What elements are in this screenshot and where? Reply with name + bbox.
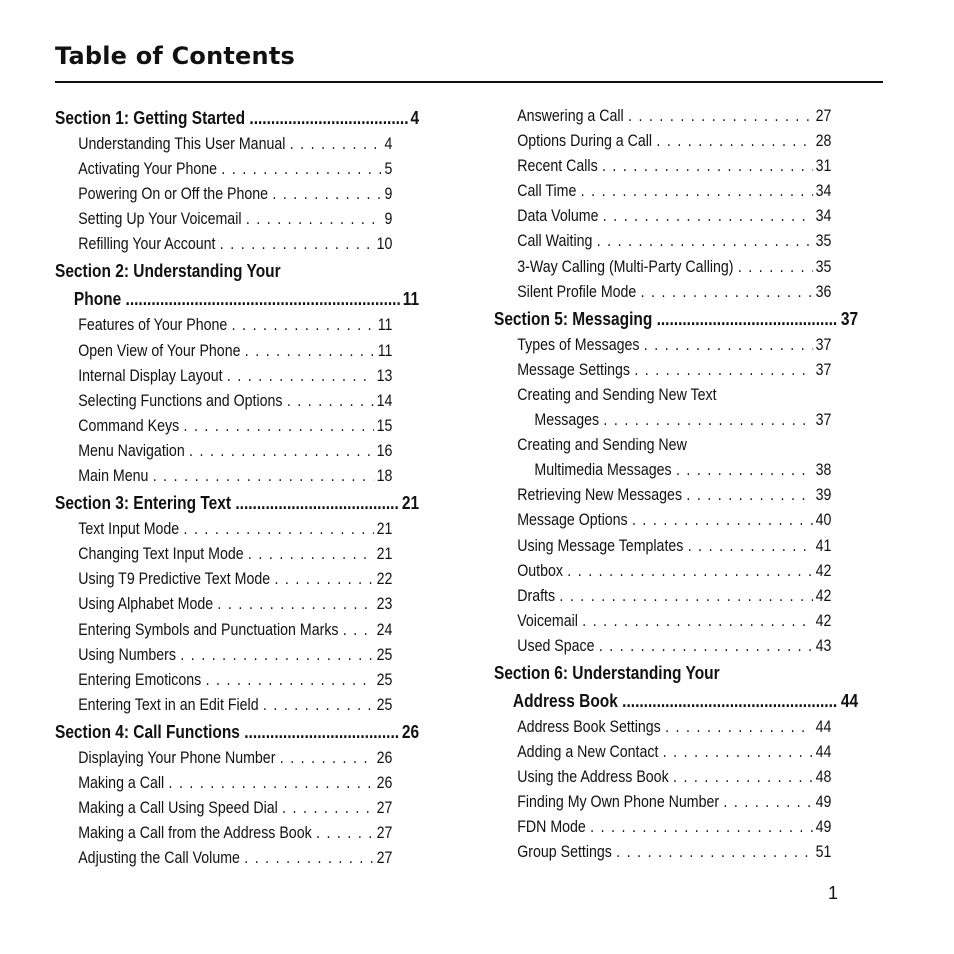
dot-leader [244, 718, 399, 746]
toc-entry-title: Messages [534, 411, 600, 430]
dot-leader [287, 389, 374, 414]
toc-entry-row[interactable] [55, 542, 392, 567]
dot-leader [657, 305, 839, 333]
toc-entry-title: Recent Calls [517, 157, 598, 176]
toc-section-title: Section 3: Entering Text [55, 493, 232, 514]
toc-page-number: 37 [815, 411, 832, 430]
toc-page-number: 21 [376, 545, 393, 564]
toc-page-number: 21 [401, 493, 420, 514]
toc-section-row[interactable] [494, 659, 858, 687]
toc-entry-title: Setting Up Your Voicemail [78, 210, 242, 229]
dot-leader [183, 414, 374, 439]
toc-entry-row[interactable] [55, 132, 392, 157]
dot-leader [235, 489, 399, 517]
dot-leader [189, 439, 374, 464]
dot-leader [282, 796, 374, 821]
toc-entry-title: Displaying Your Phone Number [78, 748, 276, 767]
dot-leader [180, 643, 374, 668]
toc-page-number: 34 [815, 182, 832, 201]
toc-entry-row[interactable] [494, 280, 831, 305]
toc-page-number: 35 [815, 232, 832, 251]
toc-entry-title: Using Numbers [78, 645, 177, 664]
toc-entry-title: FDN Mode [517, 818, 586, 837]
toc-entry-title: Silent Profile Mode [517, 282, 637, 301]
dot-leader [663, 740, 813, 765]
toc-entry-title: Using T9 Predictive Text Mode [78, 570, 271, 589]
dot-leader [559, 584, 813, 609]
dot-leader [280, 746, 374, 771]
toc-entry-title: Making a Call [78, 773, 165, 792]
dot-leader [622, 687, 838, 715]
toc-entry-row[interactable] [494, 204, 831, 229]
toc-entry-title: Entering Symbols and Punctuation Marks [78, 620, 339, 639]
toc-entry-title: Text Input Mode [78, 520, 180, 539]
dot-leader [738, 255, 813, 280]
toc-page-number: 42 [815, 611, 832, 630]
toc-section-row[interactable] [494, 305, 858, 333]
toc-entry-title: Adjusting the Call Volume [78, 849, 240, 868]
page-number: 1 [828, 883, 839, 903]
dot-leader [246, 207, 382, 232]
toc-entry-title: Selecting Functions and Options [78, 391, 283, 410]
toc-entry-title: Data Volume [517, 207, 599, 226]
toc-entry-row[interactable] [55, 364, 392, 389]
toc-entry-row[interactable] [494, 609, 831, 634]
toc-page-number: 49 [815, 818, 832, 837]
toc-page-number: 34 [815, 207, 832, 226]
toc-entry-title: Call Time [517, 182, 577, 201]
toc-entry-row[interactable] [494, 179, 831, 204]
toc-right-column [494, 104, 859, 866]
dot-leader [590, 815, 813, 840]
toc-entry-row[interactable] [55, 439, 392, 464]
dot-leader [634, 358, 813, 383]
toc-entry-row[interactable] [494, 433, 831, 458]
toc-page-number: 44 [815, 717, 832, 736]
dot-leader [343, 618, 374, 643]
toc-entry-title: Group Settings [517, 843, 612, 862]
toc-section-title: Phone [73, 289, 122, 310]
toc-page-number: 21 [376, 520, 393, 539]
dot-leader [249, 104, 408, 132]
toc-entry-title: Making a Call from the Address Book [78, 824, 312, 843]
toc-section-title: Section 2: Understanding Your [55, 261, 281, 282]
toc-page-number: 13 [376, 366, 393, 385]
dot-leader [616, 840, 813, 865]
dot-leader [641, 280, 813, 305]
dot-leader [688, 534, 813, 559]
toc-page-number: 4 [410, 108, 420, 128]
toc-entry-title: Making a Call Using Speed Dial [78, 799, 278, 818]
toc-page-number: 11 [377, 316, 393, 335]
toc-entry-row[interactable] [494, 715, 831, 740]
toc-entry-title: Using Message Templates [517, 536, 684, 555]
toc-entry-title: Main Menu [78, 467, 149, 486]
toc-entry-title: Using Alphabet Mode [78, 595, 214, 614]
page-title: Table of Contents [55, 42, 295, 70]
toc-section-row[interactable] [55, 718, 419, 746]
toc-entry-row[interactable] [494, 229, 831, 254]
title-divider [55, 81, 883, 83]
toc-entry-row[interactable] [55, 207, 392, 232]
toc-page-number: 44 [815, 743, 832, 762]
toc-section-row[interactable] [55, 489, 419, 517]
toc-entry-row[interactable] [494, 483, 831, 508]
dot-leader [227, 364, 374, 389]
toc-entry-title: 3-Way Calling (Multi-Party Calling) [517, 257, 734, 276]
toc-entry-row[interactable] [494, 840, 831, 865]
toc-section-row[interactable] [55, 257, 419, 285]
toc-page-number: 41 [815, 536, 832, 555]
dot-leader [656, 129, 813, 154]
toc-page-number: 22 [376, 570, 393, 589]
dot-leader [723, 790, 813, 815]
toc-entry-row[interactable] [55, 771, 392, 796]
toc-entry-row[interactable] [55, 567, 392, 592]
dot-leader [206, 668, 375, 693]
toc-entry-title: Command Keys [78, 416, 180, 435]
toc-page-number: 25 [376, 670, 393, 689]
toc-entry-row[interactable] [494, 154, 831, 179]
toc-page-number: 27 [376, 799, 393, 818]
toc-page-number: 28 [815, 132, 832, 151]
dot-leader [183, 517, 374, 542]
toc-entry-row[interactable] [55, 618, 392, 643]
toc-entry-title: Powering On or Off the Phone [78, 185, 269, 204]
dot-leader [602, 154, 813, 179]
toc-entry-row[interactable] [494, 790, 831, 815]
toc-section-row[interactable] [55, 104, 419, 132]
toc-page-number: 26 [401, 721, 420, 742]
toc-page-number: 23 [376, 595, 393, 614]
toc-entry-row[interactable] [55, 821, 392, 846]
toc-entry-title: Entering Emoticons [78, 670, 202, 689]
dot-leader [245, 339, 375, 364]
toc-entry-title: Open View of Your Phone [78, 341, 241, 360]
dot-leader [217, 592, 374, 617]
toc-entry-title: Message Options [517, 511, 628, 530]
dot-leader [665, 715, 813, 740]
toc-entry-row[interactable] [55, 339, 392, 364]
toc-page-number: 9 [384, 185, 393, 204]
dot-leader [126, 285, 401, 313]
toc-entry-title: Adding a New Contact [517, 743, 659, 762]
toc-entry-title: Creating and Sending New Text [517, 385, 717, 404]
toc-entry-title: Retrieving New Messages [517, 486, 683, 505]
toc-entry-row[interactable] [55, 389, 392, 414]
toc-entry-row[interactable] [55, 592, 392, 617]
toc-entry-title: Creating and Sending New [517, 436, 687, 455]
toc-entry-row[interactable] [494, 255, 831, 280]
toc-page-number: 31 [815, 157, 832, 176]
toc-entry-title: Message Settings [517, 360, 631, 379]
toc-entry-row[interactable] [55, 643, 392, 668]
toc-entry-row[interactable] [55, 693, 392, 718]
toc-page-number: 5 [384, 160, 393, 179]
toc-page-number: 24 [376, 620, 393, 639]
dot-leader [581, 179, 813, 204]
toc-page-number: 27 [376, 849, 393, 868]
toc-page-number: 25 [376, 695, 393, 714]
toc-page-number: 35 [815, 257, 832, 276]
toc-entry-title: Types of Messages [517, 335, 640, 354]
dot-leader [316, 821, 374, 846]
toc-entry-title: Finding My Own Phone Number [517, 793, 720, 812]
toc-page-number: 49 [815, 793, 832, 812]
toc-section-title: Section 6: Understanding Your [494, 662, 720, 683]
toc-entry-row[interactable] [55, 464, 392, 489]
dot-leader [597, 229, 813, 254]
dot-leader [567, 559, 813, 584]
toc-section-row[interactable] [55, 285, 419, 313]
toc-page-number: 14 [376, 391, 393, 410]
toc-left-column [55, 104, 420, 871]
toc-entry-title: Voicemail [517, 611, 578, 630]
dot-leader [263, 693, 374, 718]
toc-section-title: Section 4: Call Functions [55, 721, 240, 742]
toc-entry-row[interactable] [55, 796, 392, 821]
toc-page-number: 26 [376, 748, 393, 767]
dot-leader [686, 483, 813, 508]
toc-page-number: 18 [376, 467, 393, 486]
toc-page-number: 51 [815, 843, 832, 862]
toc-entry-row[interactable] [55, 517, 392, 542]
toc-entry-row[interactable] [494, 740, 831, 765]
toc-entry-row[interactable] [494, 534, 831, 559]
toc-section-row[interactable] [494, 687, 858, 715]
toc-entry-title: Understanding This User Manual [78, 135, 286, 153]
dot-leader [220, 232, 374, 257]
dot-leader [248, 542, 374, 567]
toc-page-number: 9 [384, 210, 393, 229]
toc-section-title: Section 1: Getting Started [55, 108, 246, 128]
toc-entry-row[interactable] [55, 746, 392, 771]
toc-page-number: 48 [815, 768, 832, 787]
toc-entry-row[interactable] [494, 584, 831, 609]
dot-leader [244, 846, 374, 871]
toc-page-number: 42 [815, 561, 832, 580]
toc-entry-row[interactable] [55, 313, 392, 338]
toc-page-number: 11 [377, 341, 393, 360]
toc-entry-row[interactable] [494, 458, 831, 483]
dot-leader [676, 458, 813, 483]
toc-page-number: 4 [384, 135, 393, 153]
toc-page-number: 16 [376, 441, 393, 460]
toc-page-number: 43 [815, 636, 832, 655]
toc-entry-row[interactable] [494, 765, 831, 790]
toc-entry-title: Refilling Your Account [78, 235, 216, 254]
dot-leader [232, 313, 375, 338]
toc-entry-title: Drafts [517, 586, 556, 605]
toc-page-number: 15 [376, 416, 393, 435]
toc-page-number: 25 [376, 645, 393, 664]
dot-leader [290, 132, 382, 157]
toc-page-number: 40 [815, 511, 832, 530]
toc-entry-title: Menu Navigation [78, 441, 185, 460]
toc-entry-row[interactable] [55, 668, 392, 693]
toc-entry-title: Using the Address Book [517, 768, 669, 787]
toc-entry-row[interactable] [494, 333, 831, 358]
toc-page-number: 44 [840, 690, 859, 711]
dot-leader [599, 634, 813, 659]
dot-leader [221, 157, 382, 182]
dot-leader [603, 204, 813, 229]
dot-leader [272, 182, 382, 207]
toc-entry-row[interactable] [55, 232, 392, 257]
dot-leader [628, 104, 813, 129]
toc-entry-title: Activating Your Phone [78, 160, 218, 179]
toc-entry-title: Changing Text Input Mode [78, 545, 244, 564]
toc-entry-row[interactable] [55, 182, 392, 207]
toc-entry-title: Outbox [517, 561, 563, 580]
dot-leader [582, 609, 813, 634]
toc-section-title: Section 5: Messaging [494, 308, 653, 329]
toc-entry-title: Features of Your Phone [78, 316, 228, 335]
toc-entry-title: Call Waiting [517, 232, 593, 251]
toc-page-number: 10 [376, 235, 393, 254]
toc-entry-title: Address Book Settings [517, 717, 661, 736]
toc-entry-row[interactable] [494, 358, 831, 383]
toc-entry-title: Entering Text in an Edit Field [78, 695, 259, 714]
toc-entry-title: Multimedia Messages [534, 461, 672, 480]
toc-page-number: 37 [815, 360, 832, 379]
toc-entry-row[interactable] [494, 408, 831, 433]
toc-entry-title: Options During a Call [517, 132, 653, 151]
dot-leader [632, 508, 813, 533]
toc-entry-row[interactable] [494, 634, 831, 659]
toc-entry-title: Used Space [517, 636, 595, 655]
toc-entry-title: Answering a Call [517, 107, 624, 125]
dot-leader [644, 333, 813, 358]
toc-page-number: 37 [840, 308, 859, 329]
dot-leader [603, 408, 813, 433]
dot-leader [673, 765, 813, 790]
toc-page-number: 39 [815, 486, 832, 505]
toc-page-number: 37 [815, 335, 832, 354]
toc-page-number: 36 [815, 282, 832, 301]
toc-page-number: 42 [815, 586, 832, 605]
toc-entry-row[interactable] [494, 104, 831, 129]
toc-entry-row[interactable] [494, 559, 831, 584]
toc-section-title: Address Book [512, 690, 618, 711]
toc-entry-row[interactable] [494, 508, 831, 533]
dot-leader [153, 464, 374, 489]
toc-entry-title: Internal Display Layout [78, 366, 223, 385]
toc-entry-row[interactable] [494, 129, 831, 154]
toc-page-number: 27 [815, 107, 832, 125]
toc-entry-row[interactable] [55, 414, 392, 439]
toc-page-number: 38 [815, 461, 832, 480]
toc-page-number: 27 [376, 824, 393, 843]
toc-entry-row[interactable] [494, 383, 831, 408]
toc-entry-row[interactable] [55, 846, 392, 871]
toc-entry-row[interactable] [494, 815, 831, 840]
toc-entry-row[interactable] [55, 157, 392, 182]
toc-page-number: 11 [402, 289, 420, 310]
dot-leader [168, 771, 374, 796]
dot-leader [274, 567, 374, 592]
toc-page-number: 26 [376, 773, 393, 792]
